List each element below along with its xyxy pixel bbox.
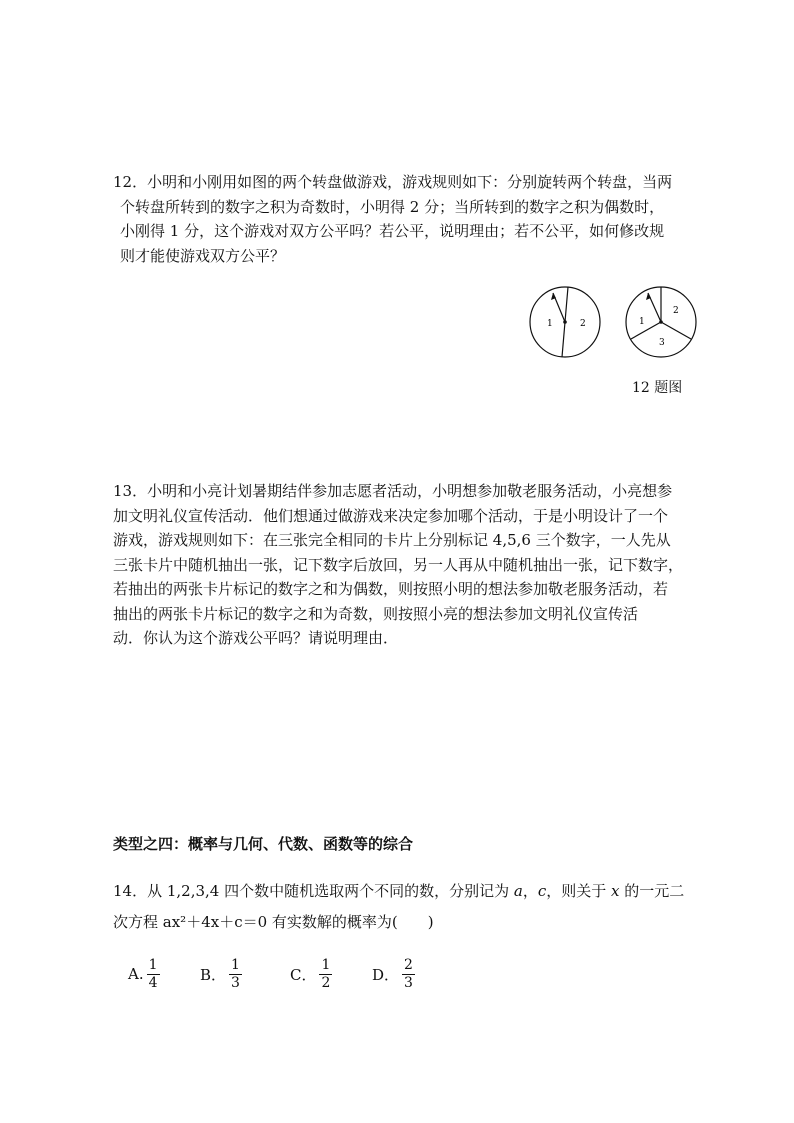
- q14-comma: ，: [522, 882, 538, 900]
- spinner-right: [626, 287, 696, 357]
- right-spinner-label-1: 1: [639, 317, 645, 327]
- quadratic-equation: ax²＋4x＋c＝0: [162, 913, 268, 931]
- q14-text-e: 有实数解的概率为( ): [267, 913, 434, 931]
- option-b[interactable]: [200, 952, 242, 996]
- q13-line-5: 若抽出的两张卡片标记的数字之和为偶数，则按照小明的想法参加敬老服务活动，若: [113, 580, 669, 598]
- spinner-figure: [525, 282, 705, 362]
- option-d-fraction: [402, 957, 415, 992]
- q12-line-1: 12．小明和小刚用如图的两个转盘做游戏，游戏规则如下：分别旋转两个转盘，当两: [113, 173, 673, 191]
- q13-line-2: 加文明礼仪宣传活动．他们想通过做游戏来决定参加哪个活动，于是小明设计了一个: [113, 506, 669, 525]
- option-a-label: A.: [128, 965, 144, 983]
- q14-text-c: 的一元二: [619, 882, 685, 900]
- q12-line-4: 则才能使游戏双方公平？: [120, 246, 286, 265]
- q13-line-4: 三张卡片中随机抽出一张，记下数字后放回，另一人再从中随机抽出一张，记下数字，: [113, 555, 684, 574]
- q14-text-d: 次方程: [113, 913, 163, 931]
- q12-line-3: 小刚得 1 分，这个游戏对双方公平吗？若公平，说明理由；若不公平，如何修改规: [120, 222, 665, 240]
- option-b-label: B．: [200, 965, 227, 984]
- left-spinner-label-2: 2: [580, 319, 586, 329]
- option-c-label: C．: [290, 965, 317, 984]
- option-a[interactable]: [128, 952, 160, 996]
- figure-caption: 12 题图: [632, 380, 683, 396]
- option-d-denominator: 3: [404, 974, 413, 991]
- spinner-left: [530, 287, 600, 357]
- right-spinner-label-2: 2: [673, 306, 679, 316]
- q14-line-2: [113, 907, 713, 938]
- q13-line-1: 13．小明和小亮计划暑期结伴参加志愿者活动，小明想参加敬老服务活动，小亮想参: [113, 482, 673, 500]
- option-c-numerator: 1: [321, 956, 331, 973]
- question-12: [113, 170, 703, 268]
- option-a-denominator: 4: [148, 974, 158, 991]
- option-c[interactable]: [290, 952, 332, 996]
- answer-options: [128, 952, 528, 996]
- option-b-numerator: 1: [231, 956, 240, 973]
- option-a-numerator: 1: [148, 956, 158, 973]
- option-c-fraction: [319, 957, 332, 992]
- right-spinner-label-3: 3: [659, 338, 665, 348]
- q13-line-3: 游戏，游戏规则如下：在三张完全相同的卡片上分别标记 4,5,6 三个数字，一人先从: [113, 531, 671, 549]
- q14-text-a: 14．从 1,2,3,4 四个数中随机选取两个不同的数，分别记为: [113, 882, 514, 900]
- option-b-fraction: [229, 957, 242, 992]
- option-b-denominator: 3: [231, 974, 240, 991]
- option-d[interactable]: [372, 952, 415, 996]
- option-c-denominator: 2: [321, 974, 331, 991]
- var-c: c: [537, 882, 547, 900]
- option-d-numerator: 2: [404, 956, 413, 973]
- question-13: [113, 479, 703, 651]
- section-heading: 类型之四：概率与几何、代数、函数等的综合: [113, 835, 414, 853]
- question-14: [113, 876, 713, 938]
- q13-line-6: 抽出的两张卡片标记的数字之和为奇数，则按照小亮的想法参加文明礼仪宣传活: [113, 604, 639, 623]
- q13-line-7: 动．你认为这个游戏公平吗？请说明理由．: [113, 629, 399, 647]
- var-a: a: [513, 882, 523, 900]
- option-a-fraction: [147, 957, 160, 992]
- left-spinner-label-1: 1: [547, 319, 553, 329]
- q12-line-2: 个转盘所转到的数字之积为奇数时，小明得 2 分；当所转到的数字之积为偶数时，: [120, 197, 665, 216]
- option-d-label: D．: [372, 965, 400, 984]
- q14-text-b: ，则关于: [546, 882, 612, 900]
- var-x: x: [611, 882, 620, 900]
- q14-line-1: [113, 876, 713, 907]
